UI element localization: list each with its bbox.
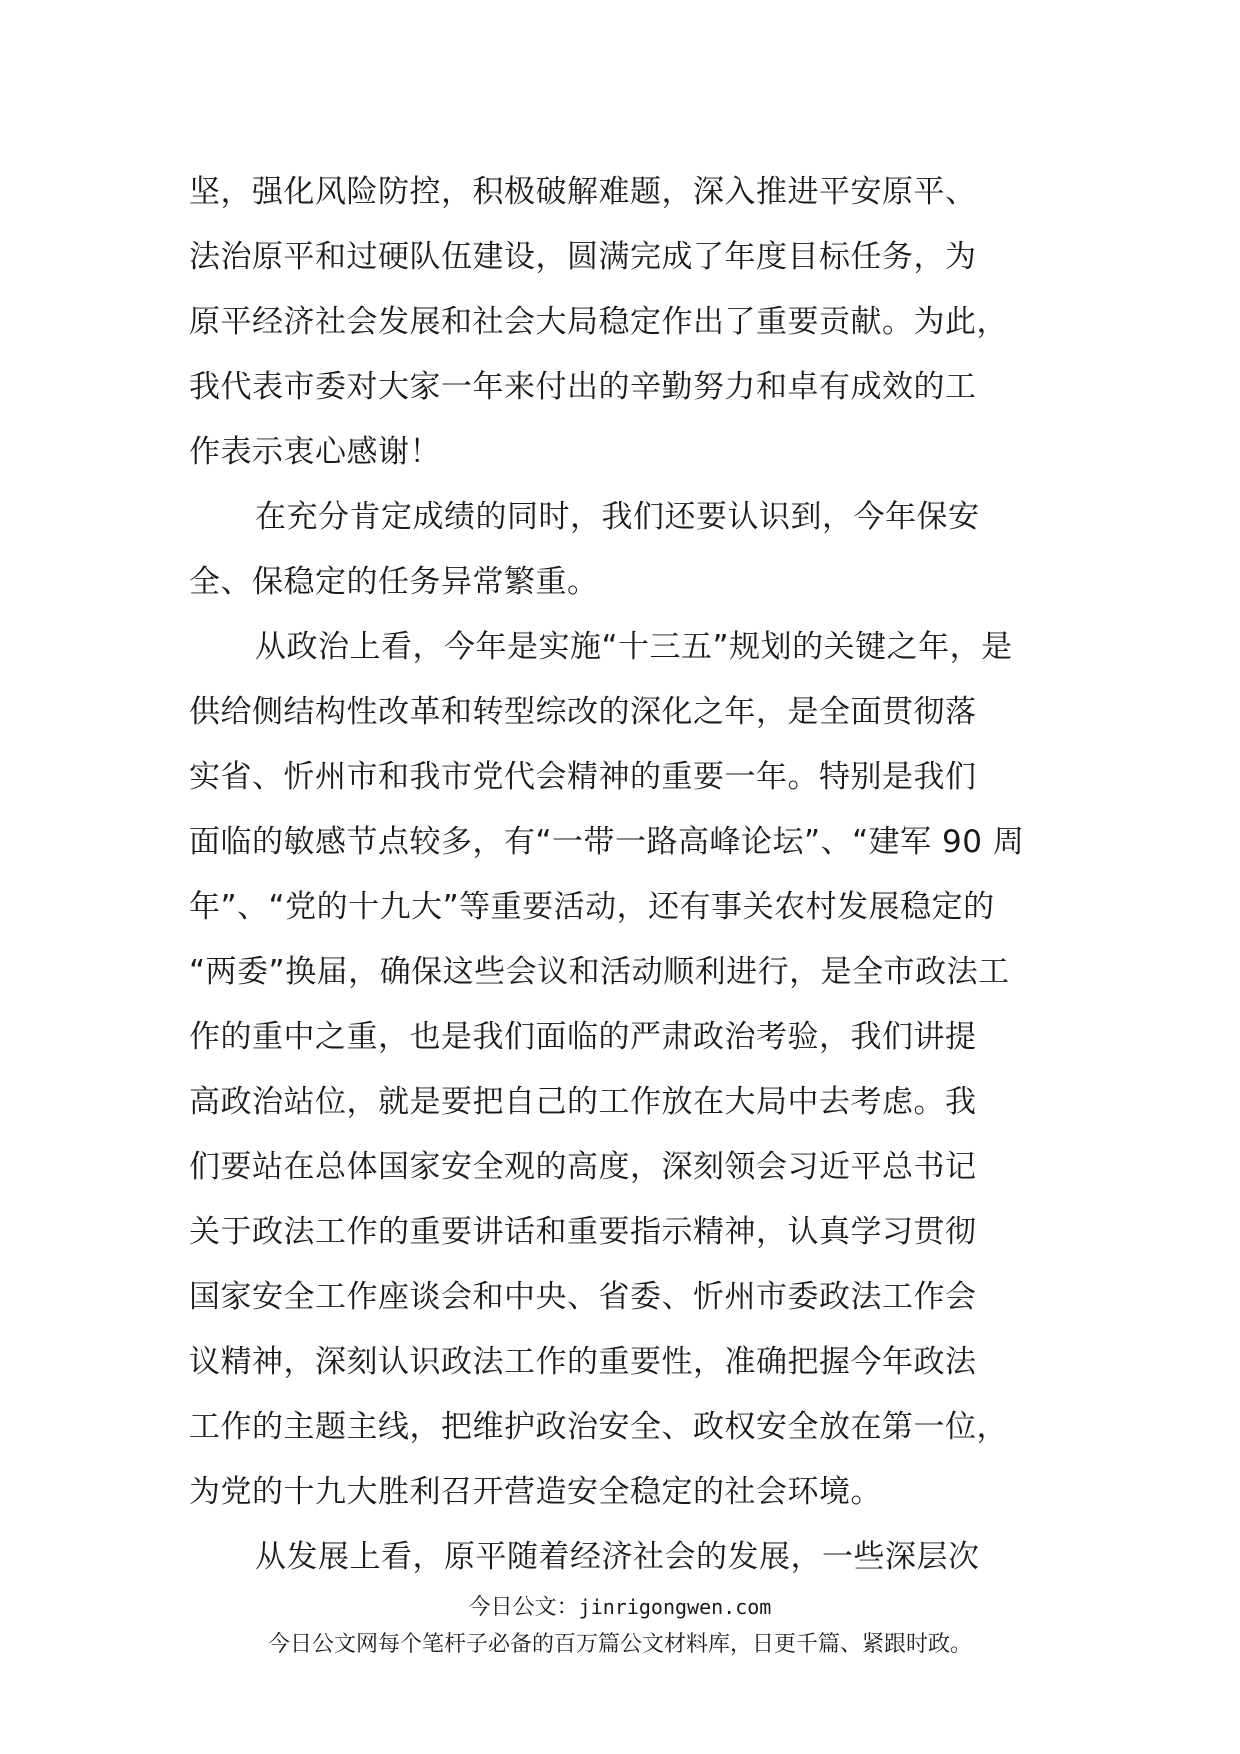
document-line: 国家安全工作座谈会和中央、省委、忻州市委政法工作会 [189,1279,977,1315]
document-line: 议精神，深刻认识政法工作的重要性，准确把握今年政法 [189,1344,977,1380]
document-body [189,160,1053,1590]
document-line: 法治原平和过硬队伍建设，圆满完成了年度目标任务，为 [189,239,977,275]
document-line: 关于政法工作的重要讲话和重要指示精神，认真学习贯彻 [189,1214,977,1250]
footer-source-url[interactable]: jinrigongwen.com [578,1595,772,1619]
footer-source [0,1593,1240,1622]
document-line: 从发展上看，原平随着经济社会的发展，一些深层次 [255,1539,980,1575]
footer-source-label: 今日公文： [468,1595,579,1620]
document-line: 作的重中之重，也是我们面临的严肃政治考验，我们讲提 [189,1019,977,1055]
document-line: 从政治上看，今年是实施“十三五”规划的关键之年，是 [255,629,1013,665]
document-line: “两委”换届，确保这些会议和活动顺利进行，是全市政法工 [189,954,1010,990]
document-line: 们要站在总体国家安全观的高度，深刻领会习近平总书记 [189,1149,977,1185]
document-line: 在充分肯定成绩的同时，我们还要认识到，今年保安 [255,499,980,535]
document-line: 面临的敏感节点较多，有“一带一路高峰论坛”、“建军 90 周 [189,824,1025,860]
document-line: 作表示衷心感谢！ [189,434,441,470]
document-line: 为党的十九大胜利召开营造安全稳定的社会环境。 [189,1474,882,1510]
document-line: 我代表市委对大家一年来付出的辛勤努力和卓有成效的工 [189,369,977,405]
document-line: 工作的主题主线，把维护政治安全、政权安全放在第一位， [189,1409,1008,1445]
document-line: 坚，强化风险防控，积极破解难题，深入推进平安原平、 [189,174,977,210]
document-line: 年”、“党的十九大”等重要活动，还有事关农村发展稳定的 [189,889,995,925]
footer-tagline: 今日公文网每个笔杆子必备的百万篇公文材料库，日更千篇、紧跟时政。 [267,1632,972,1657]
document-line: 原平经济社会发展和社会大局稳定作出了重要贡献。为此， [189,304,1008,340]
document-line: 全、保稳定的任务异常繁重。 [189,564,599,600]
document-line: 高政治站位，就是要把自己的工作放在大局中去考虑。我 [189,1084,977,1120]
document-line: 实省、忻州市和我市党代会精神的重要一年。特别是我们 [189,759,977,795]
document-line: 供给侧结构性改革和转型综改的深化之年，是全面贯彻落 [189,694,977,730]
